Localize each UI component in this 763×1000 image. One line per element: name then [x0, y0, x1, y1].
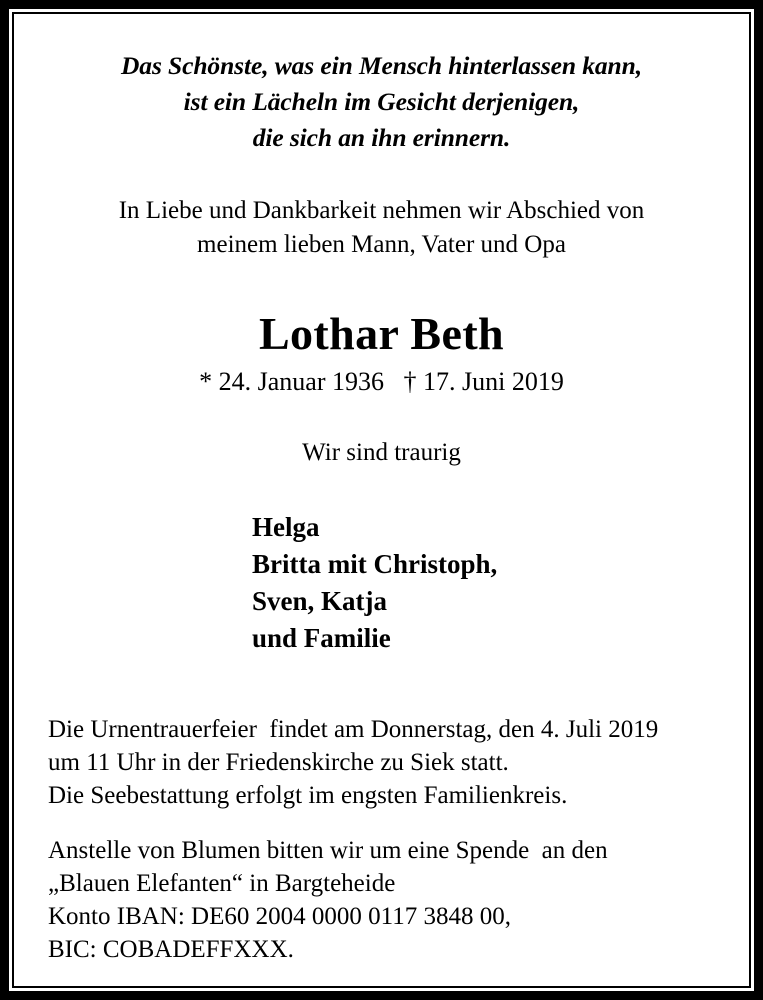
quote-line-2: ist ein Lächeln im Gesicht derjenigen,: [183, 87, 580, 116]
memorial-quote: [34, 48, 729, 156]
service-line-1: Die Urnentrauerfeier findet am Donnerstag, den 4. Juli 2019: [48, 716, 659, 743]
life-dates: * 24. Januar 1936 † 17. Juni 2019: [199, 367, 564, 396]
donation-bic: BIC: COBADEFFXXX.: [48, 936, 294, 963]
service-line-3: Die Seebestattung erfolgt im engsten Familienkreis.: [48, 782, 568, 809]
address-line-2: meinem lieben Mann, Vater und Opa: [197, 231, 566, 258]
survivor-line-4: und Familie: [252, 623, 391, 653]
address-line-1: In Liebe und Dankbarkeit nehmen wir Abschied von: [118, 197, 645, 224]
survivor-line-1: Helga: [252, 512, 320, 542]
outer-border-frame: [4, 4, 759, 996]
donation-iban: Konto IBAN: DE60 2004 0000 0117 3848 00,: [48, 903, 511, 930]
funeral-service-details: [34, 713, 729, 812]
donation-line-1: Anstelle von Blumen bitten wir um eine Spende an den: [48, 837, 608, 864]
quote-line-1: Das Schönste, was ein Mensch hinterlassen kann,: [120, 51, 642, 80]
deceased-name: Lothar Beth: [258, 308, 505, 359]
inner-border-frame: [12, 12, 751, 988]
survivors-list: [34, 509, 729, 657]
donation-line-2: „Blauen Elefanten“ in Bargteheide: [48, 870, 396, 897]
survivor-line-3: Sven, Katja: [252, 586, 387, 616]
farewell-address: [34, 194, 729, 262]
service-line-2: um 11 Uhr in der Friedenskirche zu Siek statt.: [48, 749, 509, 776]
mourning-statement: Wir sind traurig: [302, 439, 461, 466]
deceased-block: [34, 307, 729, 399]
notice-content: [34, 48, 729, 992]
survivor-line-2: Britta mit Christoph,: [252, 549, 498, 579]
quote-line-3: die sich an ihn erinnern.: [252, 123, 511, 152]
donation-request: [34, 834, 729, 966]
